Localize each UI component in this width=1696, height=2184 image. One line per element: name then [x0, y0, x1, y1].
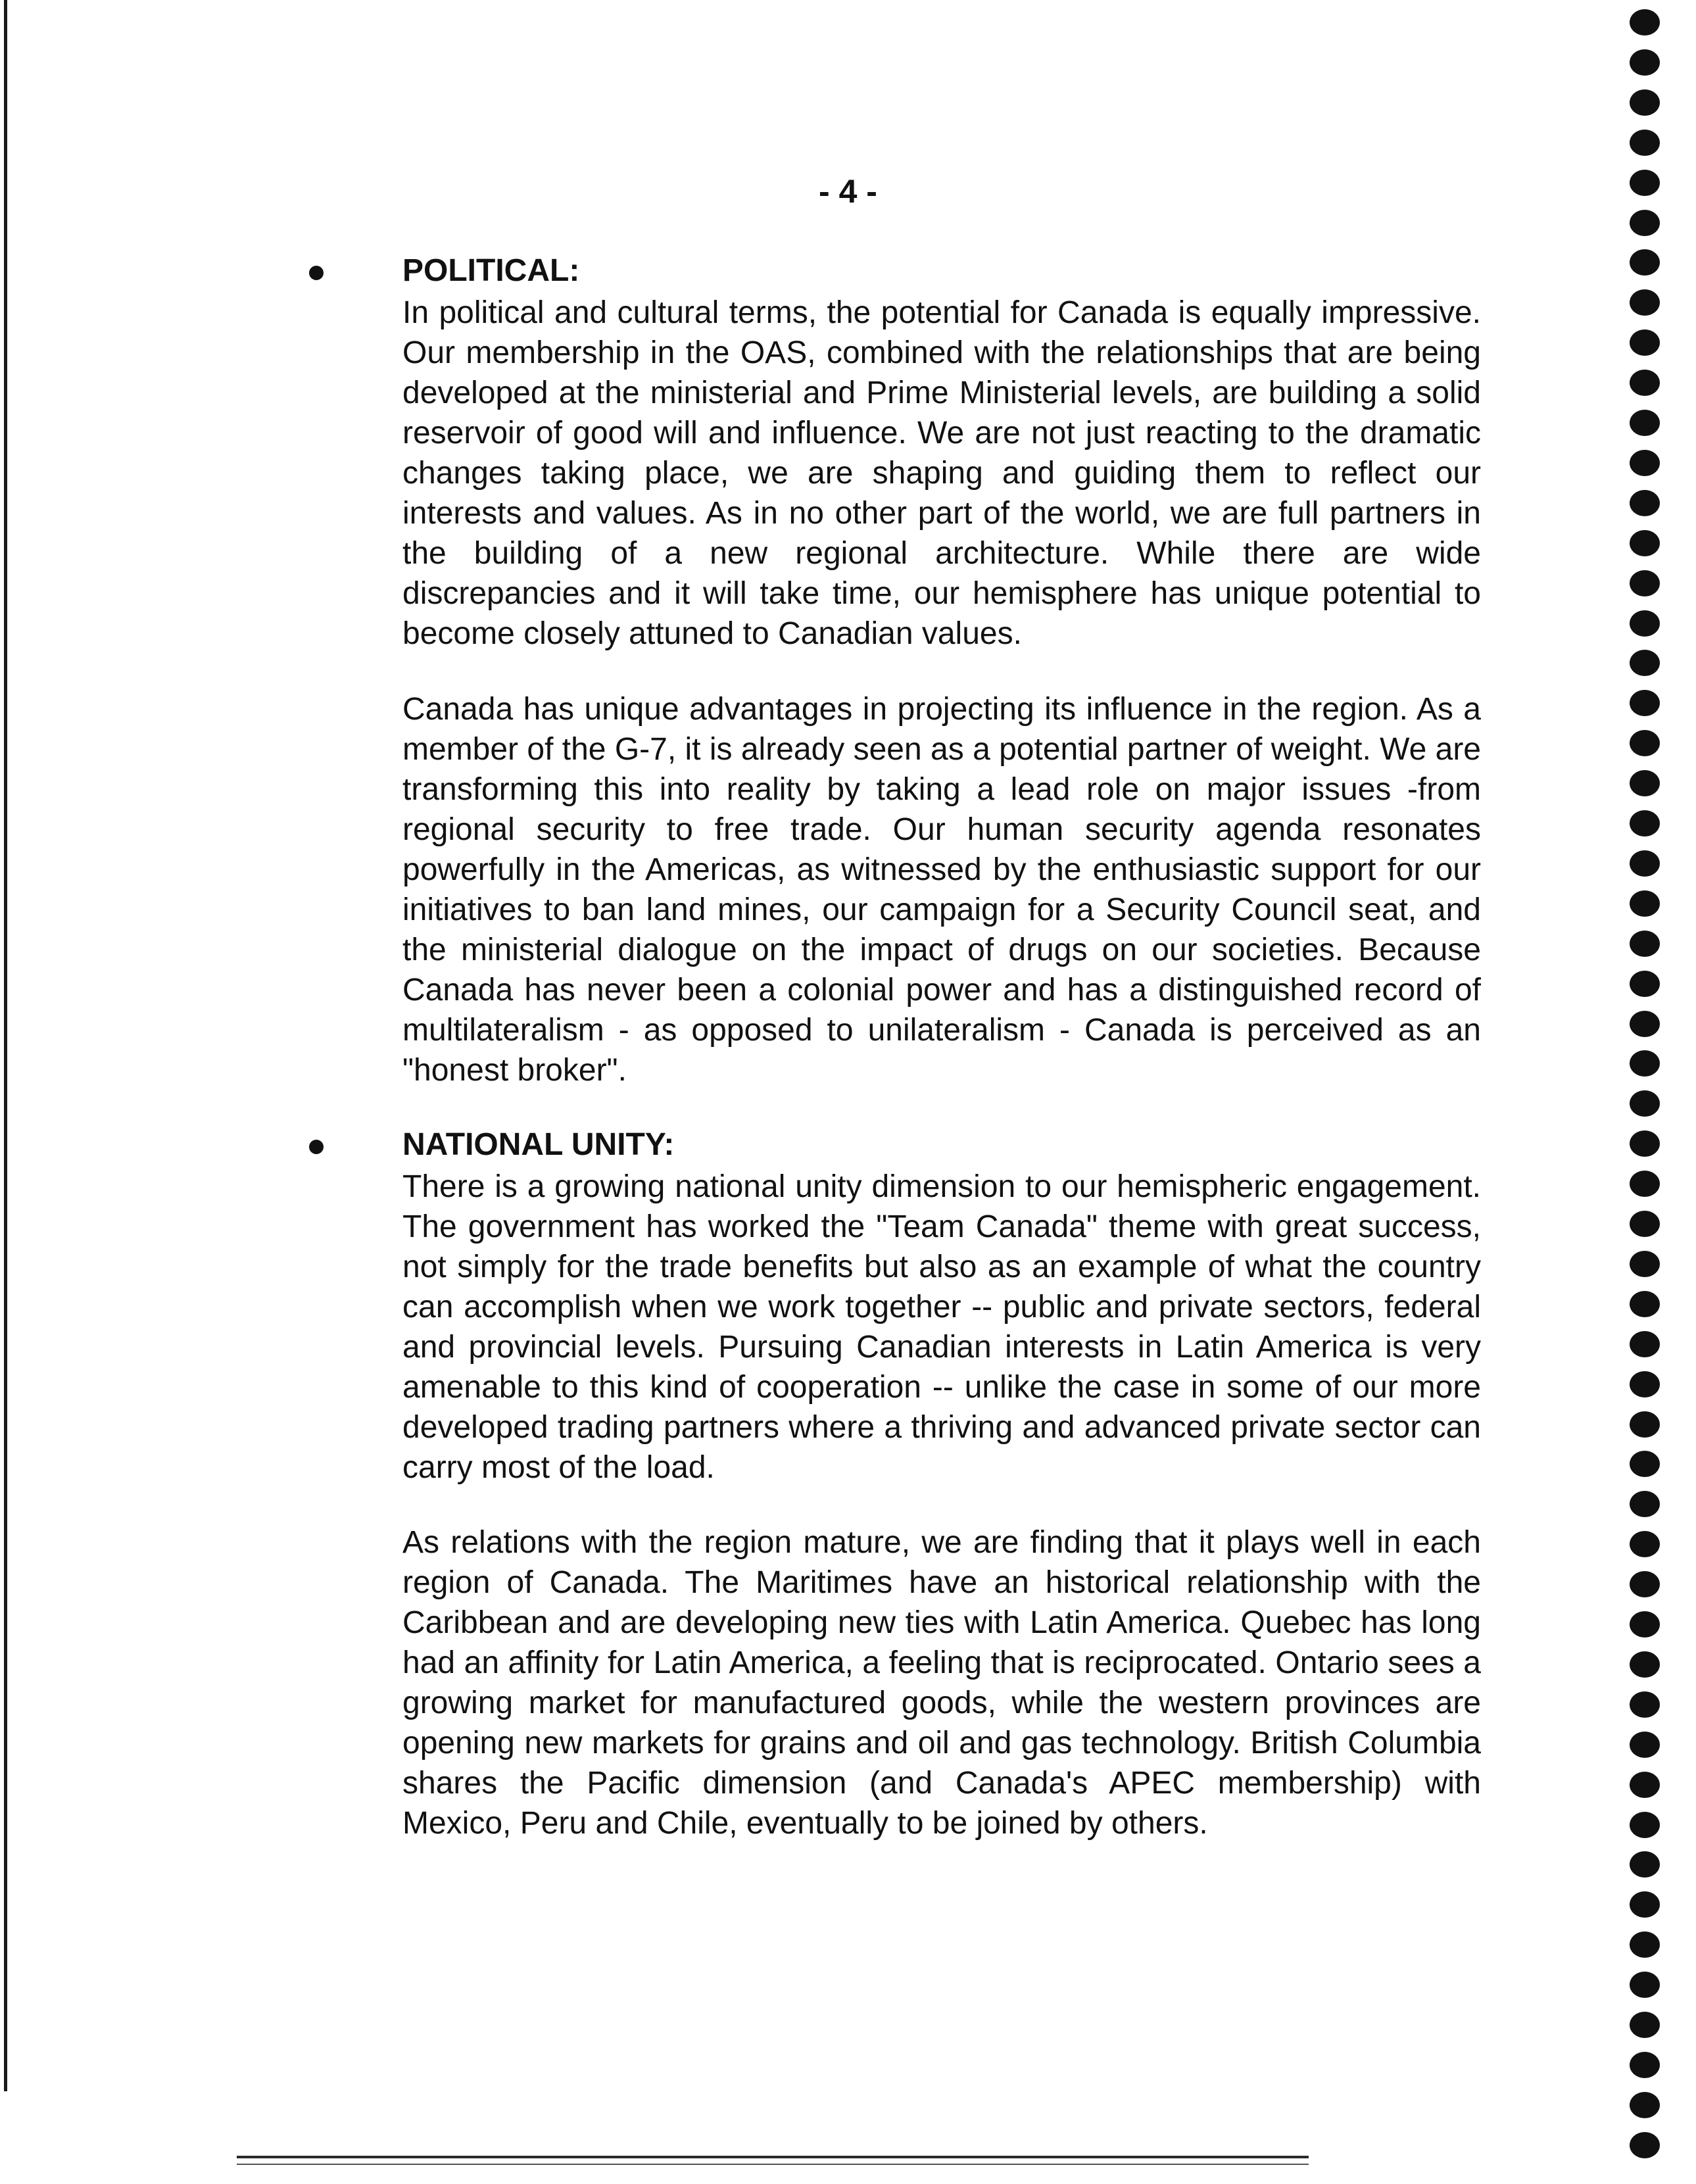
bullet-icon — [309, 266, 324, 280]
binder-hole — [1630, 570, 1660, 596]
section-heading-political: POLITICAL: — [402, 253, 580, 288]
paragraph-national-unity-1: There is a growing national unity dimension to our hemispheric engagement. The government has worked the "Team Canada" theme with great success, not simply for the trade benefits but also as an example of what the country can accomplish when we work together -- public and private sectors, federal and provincial levels. Pursuing Canadian interests in Latin America is very amenable to this kind of cooperation -- unlike the case in some of our more developed trading partners where a thriving and advanced private sector can carry most of the load. — [402, 1169, 1481, 1485]
binder-hole — [1630, 1411, 1660, 1438]
binder-hole — [1630, 329, 1660, 356]
binder-holes-strip — [1630, 0, 1669, 2184]
binder-hole — [1630, 1451, 1660, 1477]
binder-hole — [1630, 249, 1660, 276]
binder-hole — [1630, 370, 1660, 396]
binder-hole — [1630, 1090, 1660, 1117]
binder-hole — [1630, 1651, 1660, 1678]
page-left-edge — [4, 0, 7, 2091]
binder-hole — [1630, 1331, 1660, 1357]
paragraph-political-2: Canada has unique advantages in projecting its influence in the region. As a member of the G-7, it is already seen as a potential partner of weight. We are transforming this into reality by taking a lead role on major issues -from regional security to free trade. Our human security agenda resonates powerfully in the Americas, as witnessed by the enthusiastic support for our initiatives to ban land mines, our campaign for a Security Council seat, and the ministerial dialogue on the impact of drugs on our societies. Because Canada has never been a colonial power and has a distinguished record of multilateralism - as opposed to unilateralism - Canada is perceived as an "honest broker". — [402, 692, 1481, 1088]
binder-hole — [1630, 1211, 1660, 1237]
binder-hole — [1630, 770, 1660, 796]
binder-hole — [1630, 1772, 1660, 1798]
binder-hole — [1630, 89, 1660, 116]
binder-hole — [1630, 971, 1660, 997]
binder-hole — [1630, 610, 1660, 637]
binder-hole — [1630, 1571, 1660, 1597]
binder-hole — [1630, 2132, 1660, 2158]
binder-hole — [1630, 450, 1660, 476]
binder-hole — [1630, 1371, 1660, 1397]
binder-hole — [1630, 1251, 1660, 1277]
binder-hole — [1630, 210, 1660, 236]
binder-hole — [1630, 1531, 1660, 1557]
binder-hole — [1630, 1931, 1660, 1958]
bullet-icon — [309, 1140, 324, 1154]
binder-hole — [1630, 690, 1660, 716]
paragraph-political-1: In political and cultural terms, the potential for Canada is equally impressive. Our membership in the OAS, combined with the relationships that are being developed at the ministerial and Prime Ministerial levels, are building a solid reservoir of good will and influence. We are not just reacting to the dramatic changes taking place, we are shaping and guiding them to reflect our interests and values. As in no other part of the world, we are full partners in the building of a new regional architecture. While there are wide discrepancies and it will take time, our hemisphere has unique potential to become closely attuned to Canadian values. — [402, 295, 1481, 651]
binder-hole — [1630, 1050, 1660, 1077]
binder-hole — [1630, 530, 1660, 556]
binder-hole — [1630, 890, 1660, 917]
page-number: - 4 - — [819, 173, 877, 210]
section-heading-national-unity: NATIONAL UNITY: — [402, 1127, 675, 1162]
binder-hole — [1630, 1611, 1660, 1638]
binder-hole — [1630, 1171, 1660, 1197]
binder-hole — [1630, 1851, 1660, 1878]
binder-hole — [1630, 1011, 1660, 1037]
binder-hole — [1630, 1732, 1660, 1758]
binder-hole — [1630, 1130, 1660, 1157]
page-bottom-edge — [237, 2156, 1309, 2158]
binder-hole — [1630, 931, 1660, 957]
binder-hole — [1630, 1972, 1660, 1998]
binder-hole — [1630, 49, 1660, 76]
binder-hole — [1630, 1491, 1660, 1517]
binder-hole — [1630, 130, 1660, 156]
binder-hole — [1630, 9, 1660, 36]
binder-hole — [1630, 650, 1660, 676]
binder-hole — [1630, 289, 1660, 316]
binder-hole — [1630, 850, 1660, 877]
binder-hole — [1630, 810, 1660, 837]
binder-hole — [1630, 1291, 1660, 1317]
page-bottom-edge-shadow — [237, 2164, 1309, 2165]
binder-hole — [1630, 2092, 1660, 2118]
binder-hole — [1630, 2052, 1660, 2078]
paragraph-national-unity-2: As relations with the region mature, we are finding that it plays well in each region of Canada. The Maritimes have an historical relationship with the Caribbean and are developing new ties with Latin America. Quebec has long had an affinity for Latin America, a feeling that is reciprocated. Ontario sees a growing market for manufactured goods, while the western provinces are opening new markets for grains and oil and gas technology. British Columbia shares the Pacific dimension (and Canada's APEC membership) with Mexico, Peru and Chile, eventually to be joined by others. — [402, 1525, 1481, 1841]
binder-hole — [1630, 730, 1660, 756]
binder-hole — [1630, 410, 1660, 436]
binder-hole — [1630, 1691, 1660, 1718]
binder-hole — [1630, 1812, 1660, 1838]
binder-hole — [1630, 1891, 1660, 1918]
binder-hole — [1630, 490, 1660, 516]
binder-hole — [1630, 2012, 1660, 2038]
